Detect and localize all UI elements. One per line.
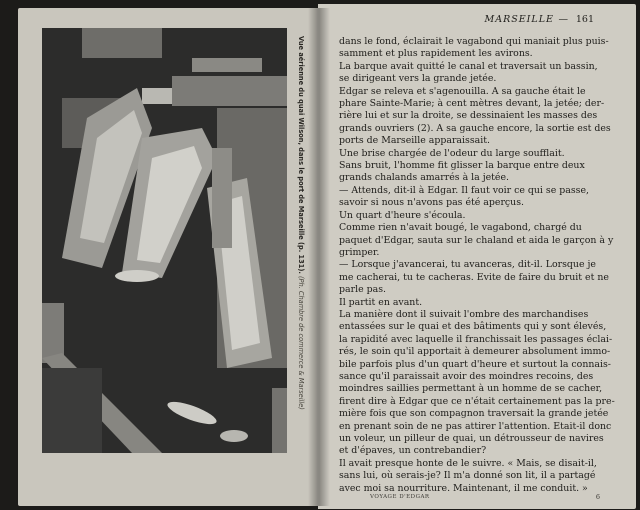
header-title: MARSEILLE <box>484 14 554 25</box>
text-line: Il avait presque honte de le suivre. « Mais, se disait-il, <box>339 457 597 469</box>
text-line: sance qu'il paraissait avoir des moindres recoins, des <box>339 370 594 382</box>
text-line: grands chalands amarrés à la jetée. <box>339 172 510 184</box>
caption-main: Vue aérienne du quai Wilson, dans le port de Marseille (p. 131). <box>297 36 305 274</box>
text-line: Un quart d'heure s'écoula. <box>339 209 466 221</box>
page-number: 161 <box>575 14 594 25</box>
text-line: Une brise chargée de l'odeur du large soufflait. <box>339 147 565 159</box>
text-line: rière lui et sur la droite, se dessinaient les masses des <box>339 110 598 122</box>
aerial-harbor-photo <box>42 28 287 453</box>
text-line: paquet d'Edgar, sauta sur le chaland et aida le garçon à y <box>339 234 614 246</box>
header-separator: — <box>558 14 568 25</box>
text-line: Sans bruit, l'homme fit glisser la barque entre deux <box>339 160 585 172</box>
text-line: phare Sainte-Marie; à cent mètres devant, la jetée; der- <box>339 98 605 110</box>
text-line: dans le fond, éclairait le vagabond qui maniait plus puis- <box>339 36 609 47</box>
text-line: bile parfois plus d'un quart d'heure et surtout la connais- <box>339 358 611 370</box>
text-line: mière fois que son compagnon traversait la grande jetée <box>339 408 609 420</box>
text-line: entassées sur le quai et des bâtiments qui y sont élevés, <box>339 321 607 333</box>
caption-credit: (Ph. Chambre de commerce & Marseille) <box>297 275 305 410</box>
text-line: Comme rien n'avait bougé, le vagabond, chargé du <box>339 222 582 234</box>
text-line: parle pas. <box>339 284 386 296</box>
text-line: samment et plus rapidement les avirons. <box>339 48 533 60</box>
text-line: Edgar se releva et s'agenouilla. A sa gauche était le <box>339 85 586 97</box>
text-line: avec moi sa nourriture. Maintenant, il me conduit. » <box>339 482 588 494</box>
text-line: La barque avait quitté le canal et traversait un bassin, <box>339 60 598 72</box>
text-line: se dirigeant vers la grande jetée. <box>339 73 497 85</box>
text-line: savoir si nous n'avons pas été aperçus. <box>339 197 525 209</box>
text-line: — Lorsque j'avancerai, tu avanceras, dit-il. Lorsque je <box>339 259 596 271</box>
text-line: ports de Marseille apparaissait. <box>339 135 490 147</box>
text-line: grands ouvriers (2). A sa gauche encore, la sortie est des <box>339 122 611 134</box>
text-line: rés, le soin qu'il apportait à demeurer absolument immo- <box>339 346 611 358</box>
book-gutter <box>308 8 330 506</box>
text-line: sans lui, où serais-je? Il m'a donné son lit, il a partagé <box>339 470 596 482</box>
text-line: la rapidité avec laquelle il franchissait les passages éclai- <box>339 333 613 345</box>
running-header <box>340 14 620 28</box>
text-line: grimper. <box>339 246 380 258</box>
text-line: et d'épaves, un contrebandier? <box>339 445 487 457</box>
text-line: — Attends, dit-il à Edgar. Il faut voir ce qui se passe, <box>339 184 589 196</box>
footer-signature-mark: 6 <box>595 493 600 501</box>
page-footer <box>370 494 600 504</box>
text-line: me cacherai, tu te cacheras. Evite de faire du bruit et ne <box>339 271 609 283</box>
harbor-photo-drawing <box>42 28 287 453</box>
text-line: moindres saillies permettant à un homme de se cacher, <box>339 383 603 395</box>
text-line: en prenant soin de ne pas attirer l'attention. Etait-il donc <box>339 420 612 432</box>
text-line: La manière dont il suivait l'ombre des marchandises <box>339 308 589 320</box>
body-text <box>339 36 622 495</box>
text-line: firent dire à Edgar que ce n'était certainement pas la pre- <box>339 395 615 407</box>
photo-caption <box>294 36 308 456</box>
text-line: Il partit en avant. <box>339 296 423 308</box>
footer-book-title: VOYAGE D'EDGAR <box>370 494 430 500</box>
text-line: un voleur, un pilleur de quai, un détrousseur de navires <box>339 433 604 444</box>
